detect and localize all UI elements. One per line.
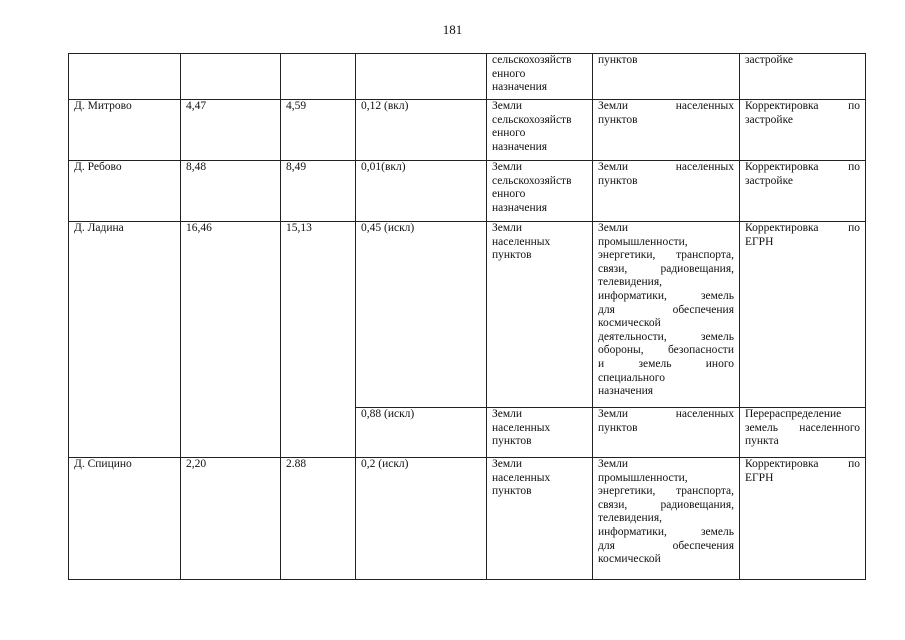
area-before-cell: 4,47 [181, 100, 281, 161]
category-from-cell: Земли населенных пунктов [487, 408, 593, 458]
table-row [69, 161, 866, 222]
category-to-cell: Земли населенных пунктов [593, 161, 740, 222]
table-row [69, 458, 866, 580]
table-row [69, 100, 866, 161]
reason-cell: Корректировка по ЕГРН [740, 222, 866, 408]
change-cell: 0,45 (искл) [356, 222, 487, 408]
reason-cell: Корректировка по застройке [740, 100, 866, 161]
reason-cell: застройке [740, 54, 866, 100]
area-after-cell: 2.88 [281, 458, 356, 580]
area-after-cell: 8,49 [281, 161, 356, 222]
category-from-cell: Земли сельскохозяйств енного назначения [487, 100, 593, 161]
category-from-cell: Земли населенных пунктов [487, 458, 593, 580]
category-to-cell: Земли населенных пунктов [593, 100, 740, 161]
area-before-cell: 2,20 [181, 458, 281, 580]
land-category-table [68, 53, 866, 580]
area-before-cell: 16,46 [181, 222, 281, 458]
table-row [69, 222, 866, 408]
change-cell: 0,12 (вкл) [356, 100, 487, 161]
settlement-cell [69, 54, 181, 100]
table-row [69, 54, 866, 100]
area-after-cell [281, 54, 356, 100]
category-to-cell: пунктов [593, 54, 740, 100]
category-from-cell: сельскохозяйств енного назначения [487, 54, 593, 100]
change-cell [356, 54, 487, 100]
change-cell: 0,2 (искл) [356, 458, 487, 580]
category-to-cell: Земли промышленности, энергетики, транспорта, связи, радиовещания, телевидения, информатики, земель для обеспечения космической [593, 458, 740, 580]
change-cell: 0,01(вкл) [356, 161, 487, 222]
reason-cell: Перераспределение земель населенного пункта [740, 408, 866, 458]
category-from-cell: Земли населенных пунктов [487, 222, 593, 408]
category-to-cell: Земли промышленности, энергетики, транспорта, связи, радиовещания, телевидения, информатики, земель для обеспечения космической деятельности, земель обороны, безопасности и земель иного специального назначения [593, 222, 740, 408]
area-before-cell [181, 54, 281, 100]
change-cell: 0,88 (искл) [356, 408, 487, 458]
settlement-cell: Д. Спицино [69, 458, 181, 580]
area-before-cell: 8,48 [181, 161, 281, 222]
category-to-cell: Земли населенных пунктов [593, 408, 740, 458]
area-after-cell: 15,13 [281, 222, 356, 458]
settlement-cell: Д. Митрово [69, 100, 181, 161]
category-from-cell: Земли сельскохозяйств енного назначения [487, 161, 593, 222]
reason-cell: Корректировка по ЕГРН [740, 458, 866, 580]
settlement-cell: Д. Ладина [69, 222, 181, 458]
page-number: 181 [442, 22, 463, 37]
area-after-cell: 4,59 [281, 100, 356, 161]
settlement-cell: Д. Ребово [69, 161, 181, 222]
reason-cell: Корректировка по застройке [740, 161, 866, 222]
